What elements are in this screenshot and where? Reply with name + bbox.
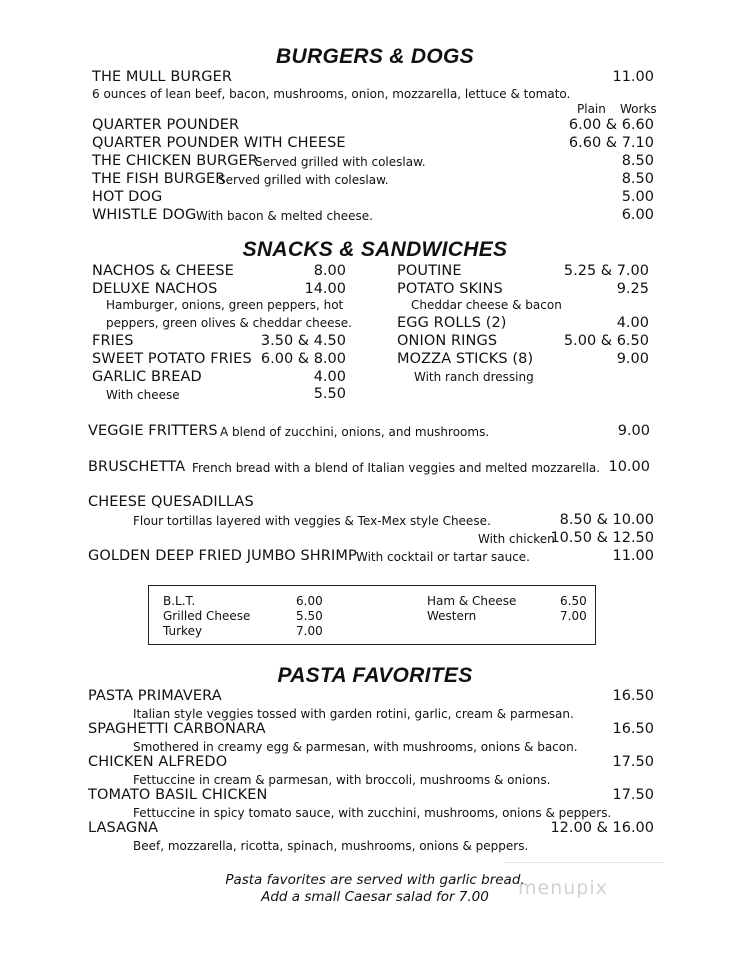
onion-rings-name: ONION RINGS bbox=[397, 333, 498, 349]
bruschetta-desc: French bread with a blend of Italian veggies and melted mozzarella. bbox=[192, 461, 601, 475]
pasta-item-name: PASTA PRIMAVERA bbox=[88, 688, 222, 704]
burger-item-price: 8.50 bbox=[621, 171, 654, 187]
burger-item-price: 5.00 bbox=[621, 189, 654, 205]
nachos-name: NACHOS & CHEESE bbox=[92, 263, 234, 279]
quesadillas-chicken-price: 10.50 & 12.50 bbox=[550, 530, 654, 546]
pasta-item-desc: Fettuccine in spicy tomato sauce, with zucchini, mushrooms, onions & peppers. bbox=[133, 806, 612, 820]
burger-item-name: THE FISH BURGER bbox=[92, 171, 226, 187]
pasta-item-price: 16.50 bbox=[612, 688, 654, 704]
pasta-item-name: CHICKEN ALFREDO bbox=[88, 754, 228, 770]
veggie-fritters-desc: A blend of zucchini, onions, and mushrooms. bbox=[220, 425, 490, 439]
burger-item-price: 6.60 & 7.10 bbox=[568, 135, 654, 151]
mozza-sticks-price: 9.00 bbox=[616, 351, 649, 367]
mull-burger-price: 11.00 bbox=[612, 69, 654, 85]
pasta-item-desc: Fettuccine in cream & parmesan, with broccoli, mushrooms & onions. bbox=[133, 773, 551, 787]
deluxe-nachos-price: 14.00 bbox=[304, 281, 346, 297]
pasta-item-desc: Smothered in creamy egg & parmesan, with mushrooms, onions & bacon. bbox=[133, 740, 578, 754]
ham-cheese-price: 6.50 bbox=[560, 594, 587, 608]
mozza-sticks-desc: With ranch dressing bbox=[414, 370, 534, 384]
pasta-item-name: TOMATO BASIL CHICKEN bbox=[88, 787, 268, 803]
watermark-rule bbox=[505, 862, 663, 863]
mull-burger-name: THE MULL BURGER bbox=[92, 69, 233, 85]
mull-burger-desc: 6 ounces of lean beef, bacon, mushrooms, onion, mozzarella, lettuce & tomato. bbox=[92, 87, 571, 101]
pasta-footer-garlic: Pasta favorites are served with garlic bread. bbox=[225, 872, 525, 888]
grilled-cheese-name: Grilled Cheese bbox=[163, 609, 251, 623]
grilled-cheese-price: 5.50 bbox=[296, 609, 323, 623]
poutine-name: POUTINE bbox=[397, 263, 462, 279]
burgers-heading: BURGERS & DOGS bbox=[276, 45, 474, 68]
nachos-price: 8.00 bbox=[313, 263, 346, 279]
fries-price: 3.50 & 4.50 bbox=[260, 333, 346, 349]
plain-label: Plain bbox=[577, 102, 606, 116]
poutine-price: 5.25 & 7.00 bbox=[563, 263, 649, 279]
blt-name: B.L.T. bbox=[163, 594, 196, 608]
potato-skins-name: POTATO SKINS bbox=[397, 281, 503, 297]
veggie-fritters-price: 9.00 bbox=[617, 423, 650, 439]
pasta-footer-caesar: Add a small Caesar salad for 7.00 bbox=[261, 889, 489, 905]
pasta-item-name: SPAGHETTI CARBONARA bbox=[88, 721, 266, 737]
sweet-potato-name: SWEET POTATO FRIES bbox=[92, 351, 252, 367]
western-price: 7.00 bbox=[560, 609, 587, 623]
deluxe-nachos-name: DELUXE NACHOS bbox=[92, 281, 218, 297]
turkey-price: 7.00 bbox=[296, 624, 323, 638]
quesadillas-price: 8.50 & 10.00 bbox=[559, 512, 654, 528]
potato-skins-desc: Cheddar cheese & bacon bbox=[411, 298, 562, 312]
burger-item-name: QUARTER POUNDER bbox=[92, 117, 240, 133]
egg-rolls-name: EGG ROLLS (2) bbox=[397, 315, 507, 331]
pasta-item-price: 12.00 & 16.00 bbox=[550, 820, 654, 836]
blt-price: 6.00 bbox=[296, 594, 323, 608]
turkey-name: Turkey bbox=[163, 624, 203, 638]
egg-rolls-price: 4.00 bbox=[616, 315, 649, 331]
burger-item-price: 8.50 bbox=[621, 153, 654, 169]
shrimp-desc: With cocktail or tartar sauce. bbox=[356, 550, 530, 564]
pasta-item-price: 16.50 bbox=[612, 721, 654, 737]
mozza-sticks-name: MOZZA STICKS (8) bbox=[397, 351, 534, 367]
pasta-item-name: LASAGNA bbox=[88, 820, 159, 836]
deluxe-nachos-desc-2: peppers, green olives & cheddar cheese. bbox=[106, 316, 352, 330]
burger-item-desc: Served grilled with coleslaw. bbox=[255, 155, 426, 169]
menupix-watermark: menupix bbox=[518, 877, 608, 899]
quesadillas-name: CHEESE QUESADILLAS bbox=[88, 494, 254, 510]
works-label: Works bbox=[620, 102, 657, 116]
quesadillas-chicken-label: With chicken bbox=[478, 532, 555, 546]
western-name: Western bbox=[427, 609, 477, 623]
burger-item-price: 6.00 & 6.60 bbox=[568, 117, 654, 133]
garlic-cheese-price: 5.50 bbox=[313, 386, 346, 402]
burger-item-price: 6.00 bbox=[621, 207, 654, 223]
pasta-item-price: 17.50 bbox=[612, 787, 654, 803]
pasta-item-desc: Beef, mozzarella, ricotta, spinach, mushrooms, onions & peppers. bbox=[133, 839, 529, 853]
burger-item-name: HOT DOG bbox=[92, 189, 163, 205]
burger-item-desc: With bacon & melted cheese. bbox=[196, 209, 373, 223]
shrimp-price: 11.00 bbox=[612, 548, 654, 564]
garlic-bread-name: GARLIC BREAD bbox=[92, 369, 202, 385]
potato-skins-price: 9.25 bbox=[616, 281, 649, 297]
snacks-heading: SNACKS & SANDWICHES bbox=[242, 238, 508, 261]
pasta-heading: PASTA FAVORITES bbox=[277, 664, 473, 687]
veggie-fritters-name: VEGGIE FRITTERS bbox=[88, 423, 218, 439]
bruschetta-price: 10.00 bbox=[608, 459, 650, 475]
sweet-potato-price: 6.00 & 8.00 bbox=[260, 351, 346, 367]
garlic-bread-price: 4.00 bbox=[313, 369, 346, 385]
onion-rings-price: 5.00 & 6.50 bbox=[563, 333, 649, 349]
garlic-cheese-label: With cheese bbox=[106, 388, 180, 402]
burger-item-desc: Served grilled with coleslaw. bbox=[218, 173, 389, 187]
shrimp-name: GOLDEN DEEP FRIED JUMBO SHRIMP bbox=[88, 548, 357, 564]
burger-item-name: THE CHICKEN BURGER bbox=[92, 153, 258, 169]
pasta-item-price: 17.50 bbox=[612, 754, 654, 770]
quesadillas-desc: Flour tortillas layered with veggies & Tex-Mex style Cheese. bbox=[133, 514, 491, 528]
ham-cheese-name: Ham & Cheese bbox=[427, 594, 517, 608]
fries-name: FRIES bbox=[92, 333, 134, 349]
deluxe-nachos-desc: Hamburger, onions, green peppers, hot bbox=[106, 298, 344, 312]
bruschetta-name: BRUSCHETTA bbox=[88, 459, 186, 475]
burger-item-name: QUARTER POUNDER WITH CHEESE bbox=[92, 135, 346, 151]
pasta-item-desc: Italian style veggies tossed with garden rotini, garlic, cream & parmesan. bbox=[133, 707, 574, 721]
burger-item-name: WHISTLE DOG bbox=[92, 207, 197, 223]
